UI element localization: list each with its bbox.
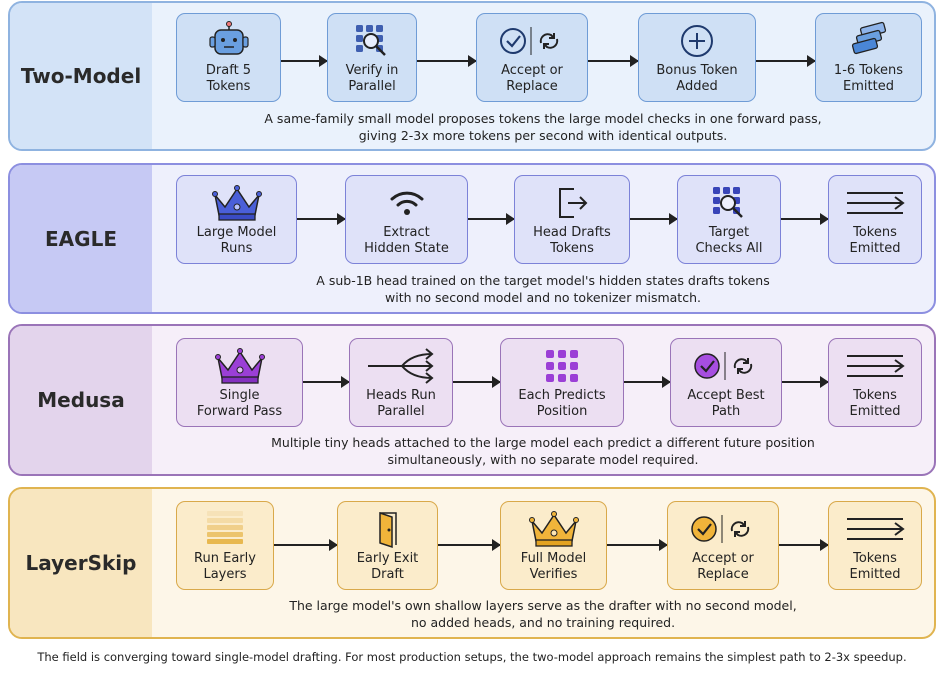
step-tokens-emitted [828, 175, 922, 264]
wifi-icon [387, 183, 427, 223]
step-label: Head Drafts Tokens [533, 225, 611, 256]
step-tokens-emitted [815, 13, 922, 102]
flow-arrow [607, 544, 667, 546]
step-label: Tokens Emitted [849, 225, 901, 256]
step-draft-tokens [176, 13, 281, 102]
row-label: Two-Model [10, 3, 152, 149]
lines-arrow-icon [845, 509, 905, 549]
step-label: Tokens Emitted [849, 551, 901, 582]
crown-icon [214, 346, 266, 386]
step-bonus-token [638, 13, 756, 102]
step-label: Bonus Token Added [656, 63, 738, 94]
crown-icon [528, 509, 580, 549]
door-icon [368, 509, 408, 549]
flow-arrow [781, 218, 828, 220]
eagle-panel [8, 163, 936, 314]
flow-arrow [588, 60, 638, 62]
step-label: Target Checks All [695, 225, 763, 256]
grid-magnifier-icon [352, 21, 392, 61]
step-verify-parallel [327, 13, 417, 102]
lines-arrow-icon [845, 346, 905, 386]
flow-arrow [417, 60, 476, 62]
step-large-model-runs [176, 175, 297, 264]
row-label: LayerSkip [10, 489, 152, 637]
row-description: Multiple tiny heads attached to the large model each predict a different future position simultaneously, with no separate model required. [271, 435, 815, 467]
step-label: Extract Hidden State [364, 225, 449, 256]
flow-arrow [756, 60, 815, 62]
two-model-panel [8, 1, 936, 151]
flow-arrow [297, 218, 345, 220]
step-label: Accept Best Path [687, 388, 765, 419]
flow-arrow [303, 381, 349, 383]
dot-grid-icon [542, 346, 582, 386]
exit-arrow-icon [552, 183, 592, 223]
step-full-model-verifies [500, 501, 607, 590]
step-label: 1-6 Tokens Emitted [833, 63, 904, 94]
flow-arrow [630, 218, 677, 220]
step-single-forward-pass [176, 338, 303, 427]
step-label: Accept or Replace [692, 551, 754, 582]
flow-arrow [453, 381, 500, 383]
flow-arrow [438, 544, 500, 546]
row-content [152, 165, 934, 312]
check-replace-icon [497, 21, 567, 61]
step-accept-replace [476, 13, 588, 102]
flow-arrow [274, 544, 337, 546]
step-early-exit-draft [337, 501, 438, 590]
row-label: Medusa [10, 326, 152, 474]
row-content [152, 3, 934, 149]
layerskip-panel [8, 487, 936, 639]
layers-icon [203, 509, 247, 549]
step-label: Each Predicts Position [518, 388, 606, 419]
step-label: Heads Run Parallel [366, 388, 436, 419]
flow-arrow [281, 60, 327, 62]
step-heads-run-parallel [349, 338, 453, 427]
check-replace-icon [688, 509, 758, 549]
stacked-cards-icon [847, 21, 891, 61]
flow-arrow [782, 381, 828, 383]
step-label: Accept or Replace [501, 63, 563, 94]
step-target-checks-all [677, 175, 781, 264]
row-label: EAGLE [10, 165, 152, 312]
medusa-panel [8, 324, 936, 476]
step-label: Full Model Verifies [520, 551, 587, 582]
step-label: Large Model Runs [196, 225, 277, 256]
row-description: A sub-1B head trained on the target model's hidden states drafts tokens with no second model and no tokenizer mismatch. [316, 273, 770, 305]
row-content [152, 326, 934, 474]
flow-arrow [624, 381, 670, 383]
branch-arrows-icon [366, 346, 436, 386]
step-extract-hidden-state [345, 175, 468, 264]
step-label: Tokens Emitted [849, 388, 901, 419]
step-accept-best-path [670, 338, 782, 427]
crown-icon [211, 183, 263, 223]
flow-arrow [779, 544, 828, 546]
plus-circle-icon [677, 21, 717, 61]
step-label: Early Exit Draft [356, 551, 419, 582]
step-each-predicts-position [500, 338, 624, 427]
footer-note: The field is converging toward single-model drafting. For most production setups, the two-model approach remains the simplest path to 2-3x speedup. [37, 650, 907, 664]
step-label: Verify in Parallel [345, 63, 399, 94]
row-description: A same-family small model proposes tokens the large model checks in one forward pass, giving 2-3x more tokens per second with identical outputs. [264, 111, 822, 143]
step-run-early-layers [176, 501, 274, 590]
step-head-drafts-tokens [514, 175, 630, 264]
step-tokens-emitted [828, 338, 922, 427]
flow-arrow [468, 218, 514, 220]
check-replace-icon [691, 346, 761, 386]
step-tokens-emitted [828, 501, 922, 590]
step-label: Draft 5 Tokens [205, 63, 252, 94]
grid-magnifier-icon [709, 183, 749, 223]
row-content [152, 489, 934, 637]
robot-icon [206, 21, 252, 61]
step-label: Single Forward Pass [196, 388, 283, 419]
step-label: Run Early Layers [194, 551, 256, 582]
row-description: The large model's own shallow layers serve as the drafter with no second model, no added heads, and no training required. [289, 598, 797, 630]
lines-arrow-icon [845, 183, 905, 223]
step-accept-replace [667, 501, 779, 590]
